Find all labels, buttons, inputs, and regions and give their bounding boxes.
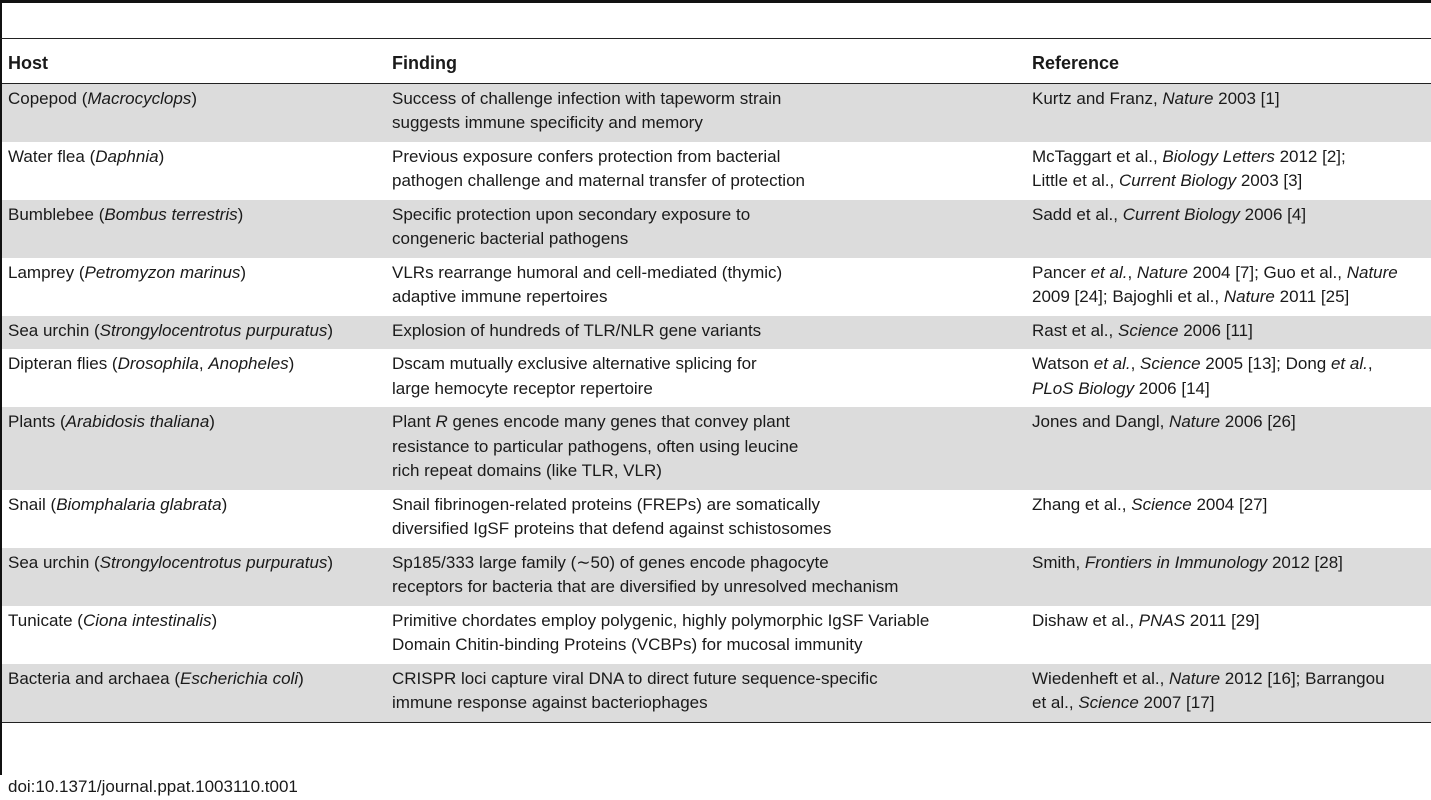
finding-cell: CRISPR loci capture viral DNA to direct future sequence-specific immune response against bacteriophages xyxy=(386,664,1026,723)
table-header-row xyxy=(2,46,1431,83)
finding-cell: Plant R genes encode many genes that convey plant resistance to particular pathogens, often using leucine rich repeat domains (like TLR, VLR) xyxy=(386,407,1026,490)
host-cell: Snail (Biomphalaria glabrata) xyxy=(8,494,228,514)
table-row xyxy=(2,349,1431,407)
column-header-reference: Reference xyxy=(1026,46,1431,83)
finding-cell: Success of challenge infection with tapeworm strain suggests immune specificity and memory xyxy=(386,83,1026,142)
finding-cell: Primitive chordates employ polygenic, highly polymorphic IgSF Variable Domain Chitin-binding Proteins (VCBPs) for mucosal immunity xyxy=(392,610,930,654)
host-cell: Sea urchin (Strongylocentrotus purpuratus) xyxy=(2,316,386,350)
reference-cell: Smith, Frontiers in Immunology 2012 [28] xyxy=(1026,548,1431,606)
reference-cell: Sadd et al., Current Biology 2006 [4] xyxy=(1026,200,1431,258)
table-row xyxy=(2,664,1431,723)
table-row xyxy=(2,83,1431,142)
reference-cell: Kurtz and Franz, Nature 2003 [1] xyxy=(1026,83,1431,142)
reference-cell: Pancer et al., Nature 2004 [7]; Guo et al., Nature 2009 [24]; Bajoghli et al., Nature 2011 [25] xyxy=(1032,262,1398,306)
table-row xyxy=(2,258,1431,316)
table-row xyxy=(2,316,1431,350)
finding-cell: Dscam mutually exclusive alternative splicing for large hemocyte receptor repertoire xyxy=(392,354,757,398)
column-header-host: Host xyxy=(2,46,386,83)
host-cell: Bacteria and archaea (Escherichia coli) xyxy=(2,664,386,723)
table-row xyxy=(2,142,1431,200)
table-row xyxy=(2,606,1431,664)
finding-cell: Previous exposure confers protection from bacterial pathogen challenge and maternal transfer of protection xyxy=(392,146,805,190)
table-body xyxy=(2,83,1431,722)
table-row xyxy=(2,200,1431,258)
host-cell: Tunicate (Ciona intestinalis) xyxy=(8,610,218,630)
host-cell: Dipteran flies (Drosophila, Anopheles) xyxy=(8,354,295,373)
reference-cell: Zhang et al., Science 2004 [27] xyxy=(1032,494,1268,514)
doi-caption: doi:10.1371/journal.ppat.1003110.t001 xyxy=(8,777,298,796)
reference-cell: Wiedenheft et al., Nature 2012 [16]; Barrangou et al., Science 2007 [17] xyxy=(1026,664,1431,723)
host-cell: Copepod (Macrocyclops) xyxy=(2,83,386,142)
finding-cell: Snail fibrinogen-related proteins (FREPs) are somatically diversified IgSF proteins that defend against schistosomes xyxy=(392,494,832,538)
host-cell: Sea urchin (Strongylocentrotus purpuratus) xyxy=(2,548,386,606)
finding-cell: VLRs rearrange humoral and cell-mediated (thymic) adaptive immune repertoires xyxy=(392,262,783,306)
table-row xyxy=(2,548,1431,606)
reference-cell: Jones and Dangl, Nature 2006 [26] xyxy=(1026,407,1431,490)
finding-cell: Explosion of hundreds of TLR/NLR gene variants xyxy=(386,316,1026,350)
reference-cell: Watson et al., Science 2005 [13]; Dong et al., PLoS Biology 2006 [14] xyxy=(1032,354,1373,398)
finding-cell: Sp185/333 large family (∼50) of genes encode phagocyte receptors for bacteria that are diversified by unresolved mechanism xyxy=(386,548,1026,606)
top-border-rule xyxy=(0,0,1431,3)
reference-cell: McTaggart et al., Biology Letters 2012 [2]; Little et al., Current Biology 2003 [3] xyxy=(1032,146,1346,190)
host-cell: Water flea (Daphnia) xyxy=(8,146,165,166)
finding-cell: Specific protection upon secondary exposure to congeneric bacterial pathogens xyxy=(386,200,1026,258)
table-row xyxy=(2,407,1431,490)
findings-table xyxy=(2,46,1431,723)
table-row xyxy=(2,490,1431,548)
column-header-finding: Finding xyxy=(386,46,1026,83)
host-cell: Plants (Arabidosis thaliana) xyxy=(2,407,386,490)
header-top-rule xyxy=(0,38,1431,39)
host-cell: Bumblebee (Bombus terrestris) xyxy=(2,200,386,258)
reference-cell: Rast et al., Science 2006 [11] xyxy=(1026,316,1431,350)
reference-cell: Dishaw et al., PNAS 2011 [29] xyxy=(1032,610,1260,630)
host-cell: Lamprey (Petromyzon marinus) xyxy=(8,262,247,282)
